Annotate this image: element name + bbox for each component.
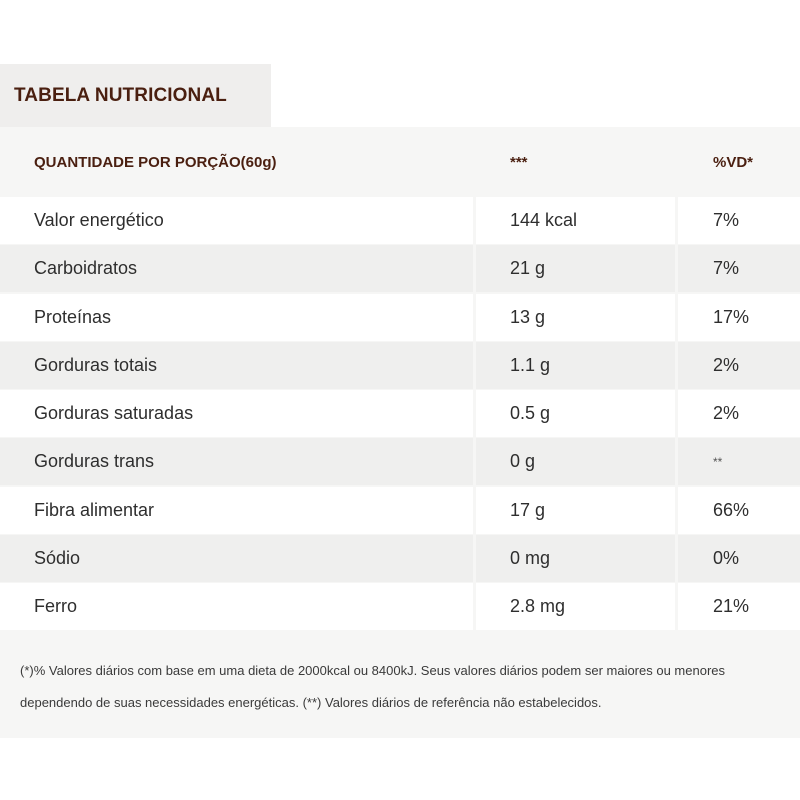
nutrient-amount: 21 g bbox=[510, 258, 546, 279]
nutrient-name: Proteínas bbox=[34, 306, 112, 327]
nutrient-name: Gorduras totais bbox=[34, 354, 158, 375]
nutrient-vd: ** bbox=[713, 454, 723, 469]
table-row bbox=[0, 487, 800, 535]
nutrient-vd: 2% bbox=[713, 354, 740, 375]
nutrient-amount: 0 g bbox=[510, 451, 536, 472]
nutrient-vd: 66% bbox=[713, 499, 750, 520]
nutrient-amount: 144 kcal bbox=[510, 210, 578, 230]
header-amount: *** bbox=[510, 153, 528, 171]
header-quantity: QUANTIDADE POR PORÇÃO(60g) bbox=[34, 153, 277, 171]
table-row bbox=[0, 438, 800, 486]
nutrient-vd: 17% bbox=[713, 306, 750, 327]
nutrient-vd: 7% bbox=[713, 210, 740, 230]
nutrient-amount: 17 g bbox=[510, 499, 546, 520]
nutrient-name: Valor energético bbox=[34, 210, 164, 230]
nutrient-amount: 0 mg bbox=[510, 548, 551, 569]
footnote: (*)% Valores diários com base em uma dieta de 2000kcal ou 8400kJ. Seus valores diários podem ser maiores ou menores dependendo de suas necessidades energéticas. (**) Valores diários de referência não estabelecidos. bbox=[20, 663, 726, 710]
nutrient-name: Ferro bbox=[34, 596, 78, 617]
nutrient-amount: 13 g bbox=[510, 306, 546, 327]
table-row bbox=[0, 342, 800, 390]
table-row bbox=[0, 583, 800, 631]
nutrient-vd: 2% bbox=[713, 403, 740, 424]
nutrient-vd: 0% bbox=[713, 548, 740, 569]
table-row bbox=[0, 535, 800, 583]
nutrient-amount: 2.8 mg bbox=[510, 596, 566, 617]
header-vd: %VD* bbox=[713, 153, 754, 171]
nutrient-name: Carboidratos bbox=[34, 258, 138, 279]
nutrient-name: Gorduras saturadas bbox=[34, 403, 194, 424]
nutrient-name: Sódio bbox=[34, 548, 81, 569]
table-row bbox=[0, 294, 800, 342]
nutrient-vd: 21% bbox=[713, 596, 750, 617]
table-header bbox=[0, 127, 800, 197]
nutrition-table bbox=[0, 127, 800, 738]
table-row bbox=[0, 245, 800, 293]
page-title: TABELA NUTRICIONAL bbox=[14, 84, 227, 106]
nutrient-amount: 1.1 g bbox=[510, 354, 551, 375]
table-row bbox=[0, 197, 800, 245]
nutrient-name: Gorduras trans bbox=[34, 451, 155, 472]
table-body bbox=[0, 197, 800, 632]
table-row bbox=[0, 390, 800, 438]
title-tab bbox=[0, 64, 271, 127]
nutrient-amount: 0.5 g bbox=[510, 403, 551, 424]
nutrient-vd: 7% bbox=[713, 258, 740, 279]
nutrient-name: Fibra alimentar bbox=[34, 499, 155, 520]
